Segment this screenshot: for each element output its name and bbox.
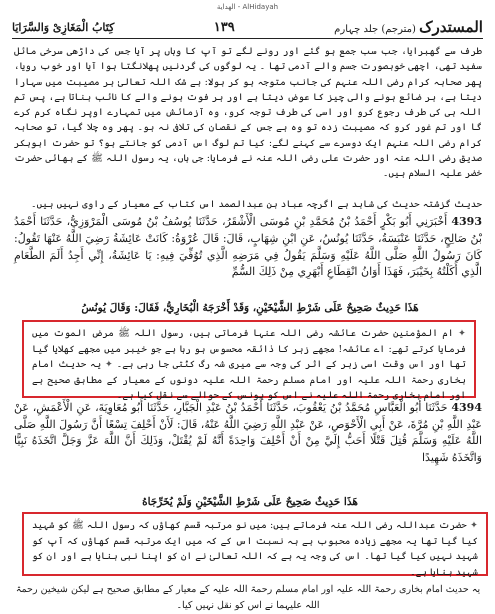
paragraph-note: حدیث گزشتہ حدیث کی شاہد ہے اگرچہ عباد بن عبدالصمد اس کتاب کے معیار کے راوی نہیں ہیں۔ — [31, 199, 482, 210]
translation-body: ام المؤمنین حضرت عائشہ رضی اللہ عنہا فرماتی ہیں، رسول اللہ ﷺ مرض الموت میں فرمایا کرتے تھے: اے عائشہ! مجھے زہر کا ذائقہ محسوس ہو رہا ہے جو خیبر میں مجھے کھلایا گیا تھا اور اس وقت اسی زہر کے اثر کی وجہ سے میری شہ رگ کٹتی جا رہی ہے۔ — [32, 328, 466, 371]
highlighted-translation-box — [22, 320, 476, 402]
watermark-strip: الهداية - AlHidayah — [216, 3, 279, 11]
page-header — [12, 16, 483, 39]
page-number: ۱۳۹ — [213, 19, 235, 35]
hadith-number: 4393 — [451, 215, 482, 228]
hadith-verdict: هَذَا حَدِيثٌ صَحِيحٌ عَلَى شَرْطِ الشَّيْخَيْنِ وَلَمْ يُخَرِّجَاهُ — [142, 496, 358, 508]
translation-body: حضرت عبداللہ رضی اللہ عنہ فرماتے ہیں: میں نو مرتبہ قسم کھاؤں کہ رسول اللہ ﷺ کو شہید کیا گیا تھا یہ مجھے زیادہ محبوب ہے بہ نسبت اس کے کہ میں ایک مرتبہ قسم کھاؤں کہ آپ کو شہید نہیں کیا گیا تھا۔ اس کی وجہ یہ ہے کہ اللہ تعالیٰ نے ان کو اپنا نبی بنایا ہے اور ان کو شہید بنایا ہے۔ — [32, 520, 478, 578]
translation-note: یہ حدیث امام بخاری رحمۃ اللہ علیہ اور امام مسلم رحمۃ اللہ علیہ کے معیار کے مطابق صحیح ہے لیکن شیخین رحمۃ اللہ علیہما نے اس کو نقل نہیں کیا۔ — [15, 584, 481, 611]
book-title-main: المستدرک — [419, 18, 483, 36]
translation-text — [32, 326, 466, 402]
star-marker-icon: ✦ — [457, 328, 466, 339]
chapter-title: کِتَابُ الْمَغَازِیْ وَالسَّرَایَا — [12, 20, 115, 34]
translation-note: یہ حدیث امام بخاری رحمۃ اللہ علیہ اور امام مسلم رحمۃ اللہ علیہ دونوں کے معیار کے مطابق صحیح ہے اور امام بخاری رحمۃ اللہ علیہ نے اس کو یونس کے حوالے سے نقل کیا ہے۔ — [32, 359, 466, 402]
hadith-verdict: هَذَا حَدِيثٌ صَحِيحٌ عَلَى شَرْطِ الشَّيْخَيْنِ، وَقَدْ أَخْرَجَهُ الْبُخَارِيُّ، فَقَالَ: وَقَالَ يُونُسُ — [81, 302, 419, 314]
book-title — [334, 18, 483, 36]
urdu-paragraph: طرف سے گھبرایا، جب سب جمع ہو گئے اور رونے لگے تو آپ کا وہاں پر آیا جس کی داڑھی سرخی مائل سفید تھی، اچھی خوبصورت جسم والے آدمی تھا ۔ یہ لوگوں کی گردنیں پھلانگتا ہوا آیا اور خوب رویا، پھر صحابہ کرام رضی اللہ عنہم کی جانب متوجہ ہو کر بولا: بے شک اللہ تعالیٰ ہر مصیبت میں سہارا دیتا ہے، ہر ضائع ہونے والی چیز کا عوض دیتا ہے اور ہر فوت ہونے والے کا نائب بناتا ہے، پس تم اللہ ہی کی طرف رجوع کرو اور اسی کی طرف توجہ کرو، وہ آزمائش میں تمہارے اوپر نگاہ کرم کرے گا اور تم غور کرو کہ مصیبت زدہ تو وہ ہے جس کے نقصان کی تلافی نہ ہو۔ پھر وہ چلا گیا، تو صحابہ کرام رضی اللہ عنہم ایک دوسرے سے کہنے لگے: کیا تم لوگ اس آدمی کو جانتے ہو؟ تو حضرت ابوبکر صدیق رضی اللہ عنہ اور حضرت علی رضی اللہ عنہ نے فرمایا: جی ہاں، یہ رسول اللہ ﷺ کے بھائی حضرت خضر علیہ السلام ہیں۔ — [14, 46, 482, 180]
star-marker-icon: ✦ — [469, 520, 478, 531]
hadith-arabic-text — [14, 400, 482, 494]
hadith-arabic-body: أَخْبَرَنِي أَبُو بَكْرٍ أَحْمَدُ بْنُ مُحَمَّدِ بْنِ مُوسَى الْأَشْقَرُ، حَدَّثَنَا يُوسُفُ بْنُ مُوسَى الْمَرْوَزِيُّ، حَدَّثَنَا أَحْمَدُ بْنُ صَالِحٍ، حَدَّثَنَا عَنْبَسَةُ، حَدَّثَنَا يُونُسُ، عَنِ ابْنِ شِهَابٍ، قَالَ: قَالَ عُرْوَةُ: كَانَتْ عَائِشَةُ رَضِيَ اللَّهُ عَنْهَا تَقُولُ: كَانَ رَسُولُ اللَّهِ صَلَّى اللَّهُ عَلَيْهِ وَسَلَّمَ يَقُولُ فِي مَرَضِهِ الَّذِي تُوُفِّيَ فِيهِ: يَا عَائِشَةُ، إِنِّي أَجِدُ أَلَمَ الطَّعَامِ الَّذِي أَكَلْتُهُ بِخَيْبَرَ، فَهَذَا أَوَانُ انْقِطَاعِ أَبْهَرِي مِنْ ذَلِكَ السُّمِّ — [14, 215, 482, 279]
book-title-volume: (مترجم) جلد چہارم — [334, 24, 416, 35]
translation-text — [32, 518, 478, 578]
hadith-arabic-body: حَدَّثَنَا أَبُو الْعَبَّاسِ مُحَمَّدُ بْنُ يَعْقُوبَ، حَدَّثَنَا أَحْمَدُ بْنُ عَبْدِ الْجَبَّارِ، حَدَّثَنَا أَبُو مُعَاوِيَةَ، عَنِ الْأَعْمَشِ، عَنْ عَبْدِ اللَّهِ بْنِ مُرَّةَ، عَنْ أَبِي الْأَحْوَصِ، عَنْ عَبْدِ اللَّهِ رَضِيَ اللَّهُ عَنْهُ، قَالَ: لَأَنْ أَحْلِفَ تِسْعًا أَنَّ رَسُولَ اللَّهِ صَلَّى اللَّهُ عَلَيْهِ وَسَلَّمَ قُتِلَ قَتْلًا أَحَبُّ إِلَيَّ مِنْ أَنْ أَحْلِفَ وَاحِدَةً أَنَّهُ لَمْ يُقْتَلْ، وَذَلِكَ أَنَّ اللَّهَ عَزَّ وَجَلَّ اتَّخَذَهُ نَبِيًّا وَاتَّخَذَهُ شَهِيدًا — [14, 401, 482, 464]
highlighted-translation-box — [22, 512, 488, 576]
star-marker-icon: ✦ — [104, 359, 113, 371]
hadith-number: 4394 — [451, 401, 482, 414]
